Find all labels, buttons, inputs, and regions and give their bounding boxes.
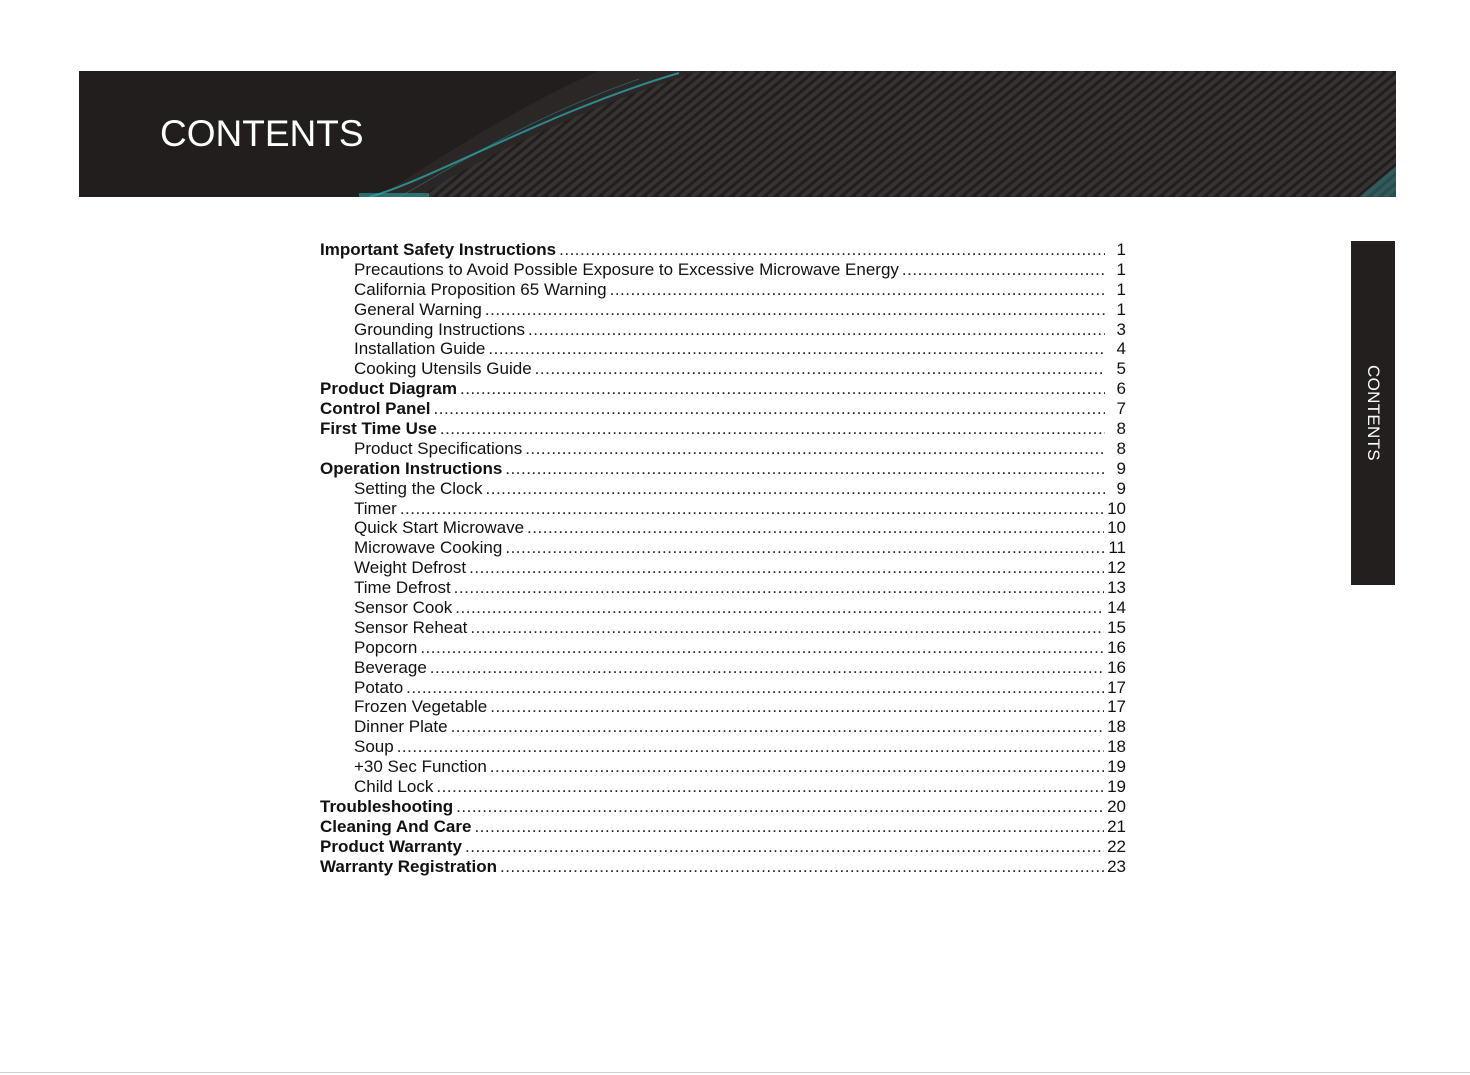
toc-section-entry [320, 379, 1126, 399]
toc-subsection-entry [320, 578, 1126, 598]
toc-subsection-entry [320, 777, 1126, 797]
toc-page-number: 18 [1107, 737, 1126, 757]
side-tab-label: CONTENTS [1364, 365, 1383, 461]
toc-subsection-entry [320, 479, 1126, 499]
toc-entry-label: Setting the Clock [354, 478, 483, 498]
toc-dot-leader [440, 419, 1105, 439]
toc-subsection-entry [320, 439, 1126, 459]
toc-page-number: 19 [1107, 777, 1126, 797]
toc-subsection-entry [320, 300, 1126, 320]
toc-dot-leader [455, 598, 1104, 618]
toc-page-number: 8 [1116, 419, 1126, 439]
toc-page-number: 14 [1107, 598, 1126, 618]
toc-subsection-entry [320, 260, 1126, 280]
toc-page-number: 17 [1107, 697, 1126, 717]
toc-page-number: 1 [1116, 259, 1126, 279]
toc-subsection-entry [320, 359, 1126, 379]
page-bottom-rule [0, 1072, 1470, 1073]
toc-entry-label: Sensor Reheat [354, 617, 468, 637]
toc-page-number: 6 [1116, 379, 1126, 399]
toc-dot-leader [610, 280, 1105, 300]
toc-entry-label: Product Specifications [354, 438, 523, 458]
toc-page-number: 8 [1116, 438, 1126, 458]
toc-page-number: 1 [1116, 279, 1126, 299]
toc-subsection-entry [320, 618, 1126, 638]
toc-page-number: 13 [1107, 578, 1126, 598]
toc-subsection-entry [320, 658, 1126, 678]
toc-page-number: 3 [1116, 319, 1126, 339]
toc-page-number: 20 [1107, 796, 1126, 816]
header-banner [79, 71, 1396, 197]
toc-section-entry [320, 797, 1126, 817]
toc-subsection-entry [320, 717, 1126, 737]
page-title: CONTENTS [160, 113, 364, 154]
toc-entry-label: Important Safety Instructions [320, 240, 557, 259]
toc-section-entry [320, 459, 1126, 479]
toc-page-number: 7 [1116, 399, 1126, 419]
toc-dot-leader [474, 817, 1104, 837]
toc-subsection-entry [320, 678, 1126, 698]
toc-entry-label: Product Diagram [320, 379, 457, 399]
toc-page-number: 15 [1107, 617, 1126, 637]
toc-dot-leader [434, 399, 1105, 419]
toc-page-number: 18 [1107, 717, 1126, 737]
toc-dot-leader [527, 518, 1104, 538]
toc-entry-label: Warranty Registration [320, 856, 497, 876]
toc-page-number: 23 [1107, 856, 1126, 876]
toc-entry-label: Soup [354, 737, 394, 757]
toc-subsection-entry [320, 538, 1126, 558]
toc-page-number: 10 [1107, 518, 1126, 538]
toc-section-entry [320, 817, 1126, 837]
toc-dot-leader [525, 439, 1105, 459]
toc-subsection-entry [320, 518, 1126, 538]
toc-entry-label: +30 Sec Function [354, 757, 487, 777]
toc-page-number: 10 [1107, 498, 1126, 518]
toc-entry-label: Troubleshooting [320, 796, 454, 816]
toc-entry-label: Frozen Vegetable [354, 697, 488, 717]
toc-dot-leader [490, 697, 1104, 717]
toc-entry-label: Child Lock [354, 777, 434, 797]
toc-entry-label: Operation Instructions [320, 458, 503, 478]
toc-dot-leader [470, 618, 1104, 638]
toc-section-entry [320, 419, 1126, 439]
toc-dot-leader [420, 638, 1104, 658]
toc-page-number: 16 [1107, 637, 1126, 657]
toc-entry-label: Product Warranty [320, 836, 463, 856]
toc-subsection-entry [320, 499, 1126, 519]
toc-entry-label: Precautions to Avoid Possible Exposure to Excessive Microwave Energy [354, 259, 899, 279]
toc-page-number: 21 [1107, 816, 1126, 836]
toc-entry-label: Cleaning And Care [320, 816, 472, 836]
toc-subsection-entry [320, 598, 1126, 618]
toc-entry-label: Timer [354, 498, 397, 518]
toc-dot-leader [436, 777, 1104, 797]
toc-dot-leader [465, 837, 1104, 857]
toc-entry-label: Grounding Instructions [354, 319, 526, 339]
toc-entry-label: Time Defrost [354, 578, 451, 598]
toc-page-number: 9 [1116, 458, 1126, 478]
toc-page-number: 5 [1116, 359, 1126, 379]
side-section-tab [1351, 241, 1395, 585]
toc-entry-label: Microwave Cooking [354, 538, 503, 558]
toc-subsection-entry [320, 320, 1126, 340]
toc-entry-label: California Proposition 65 Warning [354, 279, 607, 299]
toc-entry-label: Cooking Utensils Guide [354, 359, 532, 379]
toc-page-number: 12 [1107, 558, 1126, 578]
toc-dot-leader [505, 459, 1105, 479]
toc-page-number: 19 [1107, 757, 1126, 777]
toc-subsection-entry [320, 737, 1126, 757]
toc-entry-label: Potato [354, 677, 404, 697]
toc-dot-leader [397, 737, 1104, 757]
toc-dot-leader [451, 717, 1105, 737]
toc-subsection-entry [320, 638, 1126, 658]
toc-dot-leader [535, 359, 1105, 379]
toc-dot-leader [469, 558, 1104, 578]
toc-entry-label: Sensor Cook [354, 598, 453, 618]
toc-subsection-entry [320, 757, 1126, 777]
toc-page-number: 16 [1107, 657, 1126, 677]
toc-dot-leader [430, 658, 1104, 678]
toc-page-number: 17 [1107, 677, 1126, 697]
toc-dot-leader [486, 479, 1105, 499]
toc-dot-leader [406, 678, 1104, 698]
toc-section-entry [320, 240, 1126, 260]
toc-section-entry [320, 837, 1126, 857]
toc-subsection-entry [320, 697, 1126, 717]
toc-dot-leader [559, 240, 1105, 260]
toc-dot-leader [454, 578, 1104, 598]
toc-entry-label: Weight Defrost [354, 558, 467, 578]
toc-page-number: 11 [1108, 538, 1126, 558]
table-of-contents [320, 240, 1126, 877]
toc-entry-label: Beverage [354, 657, 427, 677]
toc-dot-leader [488, 339, 1105, 359]
toc-page-number: 4 [1116, 339, 1126, 359]
toc-dot-leader [500, 857, 1104, 877]
toc-section-entry [320, 399, 1126, 419]
toc-dot-leader [528, 320, 1105, 340]
toc-entry-label: First Time Use [320, 419, 437, 439]
toc-page-number: 22 [1107, 836, 1126, 856]
toc-page-number: 1 [1116, 240, 1126, 259]
toc-subsection-entry [320, 280, 1126, 300]
toc-dot-leader [456, 797, 1104, 817]
toc-entry-label: Dinner Plate [354, 717, 448, 737]
toc-dot-leader [460, 379, 1105, 399]
toc-entry-label: Quick Start Microwave [354, 518, 525, 538]
toc-subsection-entry [320, 339, 1126, 359]
toc-dot-leader [490, 757, 1104, 777]
toc-dot-leader [400, 499, 1104, 519]
toc-dot-leader [485, 300, 1105, 320]
toc-page-number: 9 [1116, 478, 1126, 498]
toc-entry-label: Control Panel [320, 399, 431, 419]
toc-dot-leader [505, 538, 1105, 558]
toc-page-number: 1 [1116, 299, 1126, 319]
toc-subsection-entry [320, 558, 1126, 578]
toc-entry-label: Installation Guide [354, 339, 486, 359]
toc-entry-label: General Warning [354, 299, 482, 319]
toc-section-entry [320, 857, 1126, 877]
toc-dot-leader [902, 260, 1105, 280]
toc-entry-label: Popcorn [354, 637, 418, 657]
